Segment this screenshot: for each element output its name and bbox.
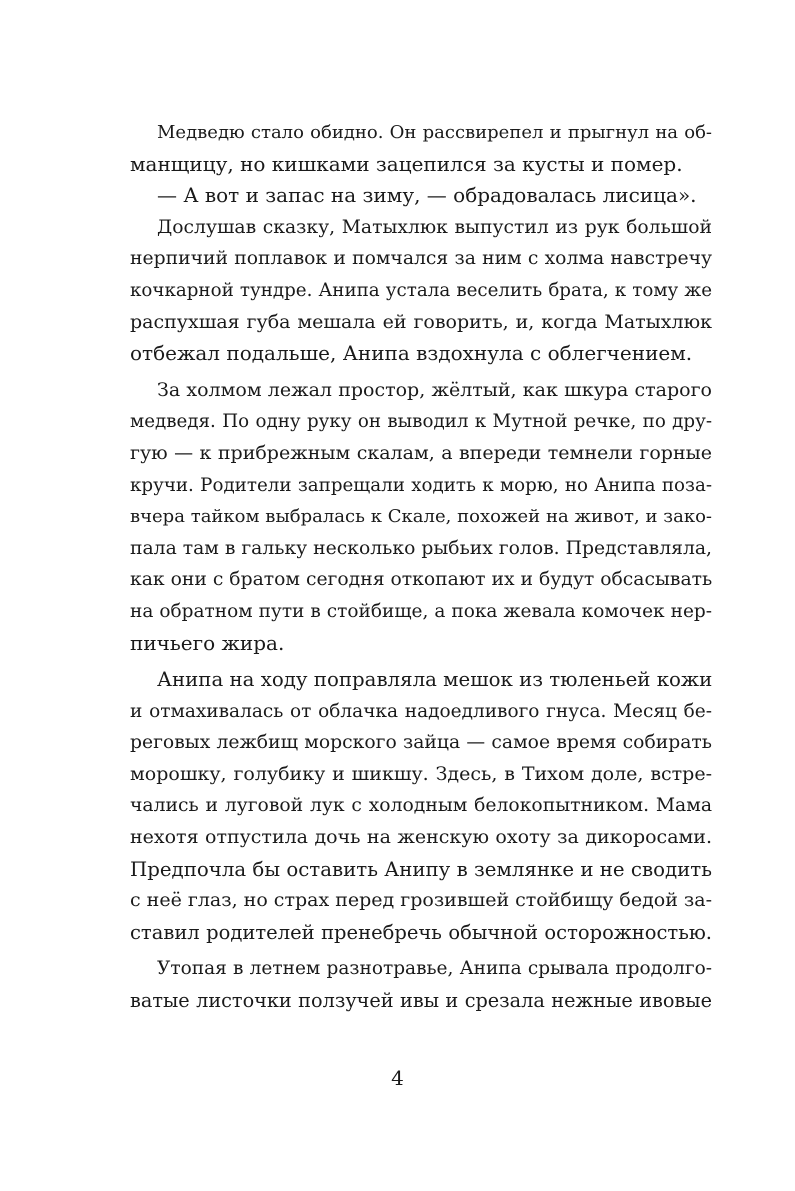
text-line: За холмом лежал простор, жёлтый, как шкура старого: [157, 378, 712, 401]
text-line: пичьего жира.: [130, 630, 285, 655]
page-number: 4: [391, 1066, 404, 1090]
text-line: и отмахивалась от облачка надоедливого гнуса. Месяц бе-: [130, 700, 712, 722]
text-line: ватые листочки ползучей ивы и срезала нежные ивовые: [130, 989, 712, 1013]
text-line: с неё глаз, но страх перед грозившей стойбищу бедой за-: [130, 889, 712, 912]
text-line: Дослушав сказку, Матыхлюк выпустил из рук большой: [157, 216, 712, 238]
body-text: [130, 117, 712, 1017]
text-line: медведя. По одну руку он выводил к Мутной речке, по дру-: [130, 411, 712, 433]
text-line: реговых лежбищ морского зайца — самое время собирать: [130, 732, 712, 754]
text-line: кручи. Родители запрещали ходить к морю, но Анипа поза-: [130, 474, 712, 496]
text-line: чались и луговой лук с холодным белокопытником. Мама: [130, 795, 712, 817]
text-line: нехотя отпустила дочь на женскую охоту за дикоросами.: [130, 826, 712, 849]
text-line: манщицу, но кишками зацепился за кусты и помер.: [130, 151, 683, 176]
text-line: Предпочла бы оставить Анипу в землянке и не сводить: [130, 857, 712, 881]
text-line: отбежал подальше, Анипа вздохнула с облегчением.: [130, 341, 693, 366]
text-line: вчера тайком выбралась к Скале, похожей на живот, и зако-: [130, 506, 712, 528]
text-line: пала там в гальку несколько рыбьих голов. Представляла,: [130, 537, 712, 559]
text-line: ставил родителей пренебречь обычной осторожностью.: [130, 920, 712, 944]
text-line: на обратном пути в стойбище, а пока жевала комочек нер-: [130, 600, 712, 622]
text-line: нерпичий поплавок и помчался за ним с холма навстречу: [130, 248, 712, 270]
text-line: Анипа на ходу поправляла мешок из тюленьей кожи: [157, 668, 712, 692]
text-line: Утопая в летнем разнотравье, Анипа срывала продолго-: [157, 958, 712, 980]
text-line: Медведю стало обидно. Он рассвирепел и прыгнул на об-: [157, 122, 712, 143]
text-line: распухшая губа мешала ей говорить, и, когда Матыхлюк: [130, 310, 712, 333]
text-line: кочкарной тундре. Анипа устала веселить брата, к тому же: [130, 279, 712, 301]
text-line: как они с братом сегодня откопают их и будут обсасывать: [130, 569, 712, 591]
text-line: морошку, голубику и шикшу. Здесь, в Тихом доле, встре-: [130, 762, 712, 785]
text-line: — А вот и запас на зиму, — обрадовалась лисица».: [157, 183, 697, 208]
text-line: гую — к прибрежным скалам, а впереди темнели горные: [130, 441, 712, 464]
